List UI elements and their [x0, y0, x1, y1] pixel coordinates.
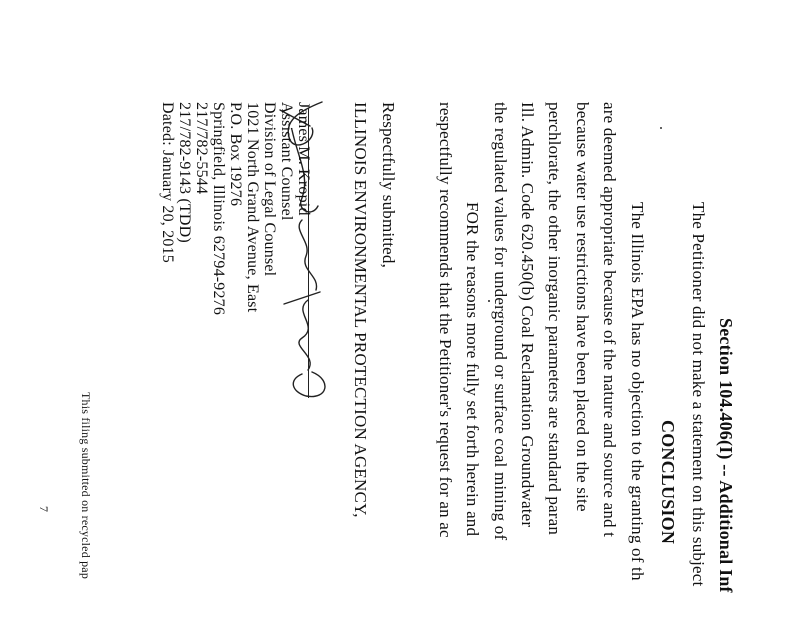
agency-name: ILLINOIS ENVIRONMENTAL PROTECTION AGENCY, — [351, 102, 370, 518]
page-number: 7 — [37, 506, 51, 513]
paragraph-1-line-1: The Petitioner did not make a statement on this subject — [689, 202, 708, 587]
stray-dot — [660, 127, 662, 129]
attorney-name: James M. Kropid — [295, 102, 312, 216]
section-heading: Section 104.406(I) -- Additional Inf — [716, 318, 736, 593]
paragraph-2-line-6: the regulated values for underground or surface coal mining of — [491, 102, 510, 541]
scan-speck — [488, 300, 490, 302]
recycled-paper-note: This filing submitted on recycled pap — [79, 392, 93, 580]
paragraph-2-line-2: are deemed appropriate because of the nature and source and t — [600, 102, 619, 538]
paragraph-3-line-1: FOR the reasons more fully set forth herein and — [463, 202, 482, 537]
tdd-number: 217/782-9143 (TDD) — [176, 102, 193, 243]
conclusion-heading: CONCLUSION — [658, 420, 678, 545]
paragraph-3-line-2: respectfully recommends that the Petitioner's request for an ac — [436, 102, 455, 538]
paragraph-2-line-1: The Illinois EPA has no objection to the granting of th — [628, 202, 647, 581]
closing-text: Respectfully submitted, — [379, 102, 398, 269]
po-box: P.O. Box 19276 — [227, 102, 244, 207]
paragraph-2-line-3: because water use restrictions have been placed on the site — [573, 102, 592, 512]
attorney-title: Assistant Counsel — [278, 102, 295, 221]
street-address: 1021 North Grand Avenue, East — [244, 102, 261, 313]
city-state-zip: Springfield, Illinois 62794-9276 — [210, 102, 227, 316]
paragraph-2-line-5: Ill. Admin. Code 620.450(b) Coal Reclamation Groundwater — [518, 102, 537, 528]
paragraph-2-line-4: perchlorate, the other inorganic parameters are standard paran — [545, 102, 564, 536]
dated-line: Dated: January 20, 2015 — [159, 102, 176, 264]
division-name: Division of Legal Counsel — [261, 102, 278, 277]
phone-number: 217/782-5544 — [193, 102, 210, 195]
